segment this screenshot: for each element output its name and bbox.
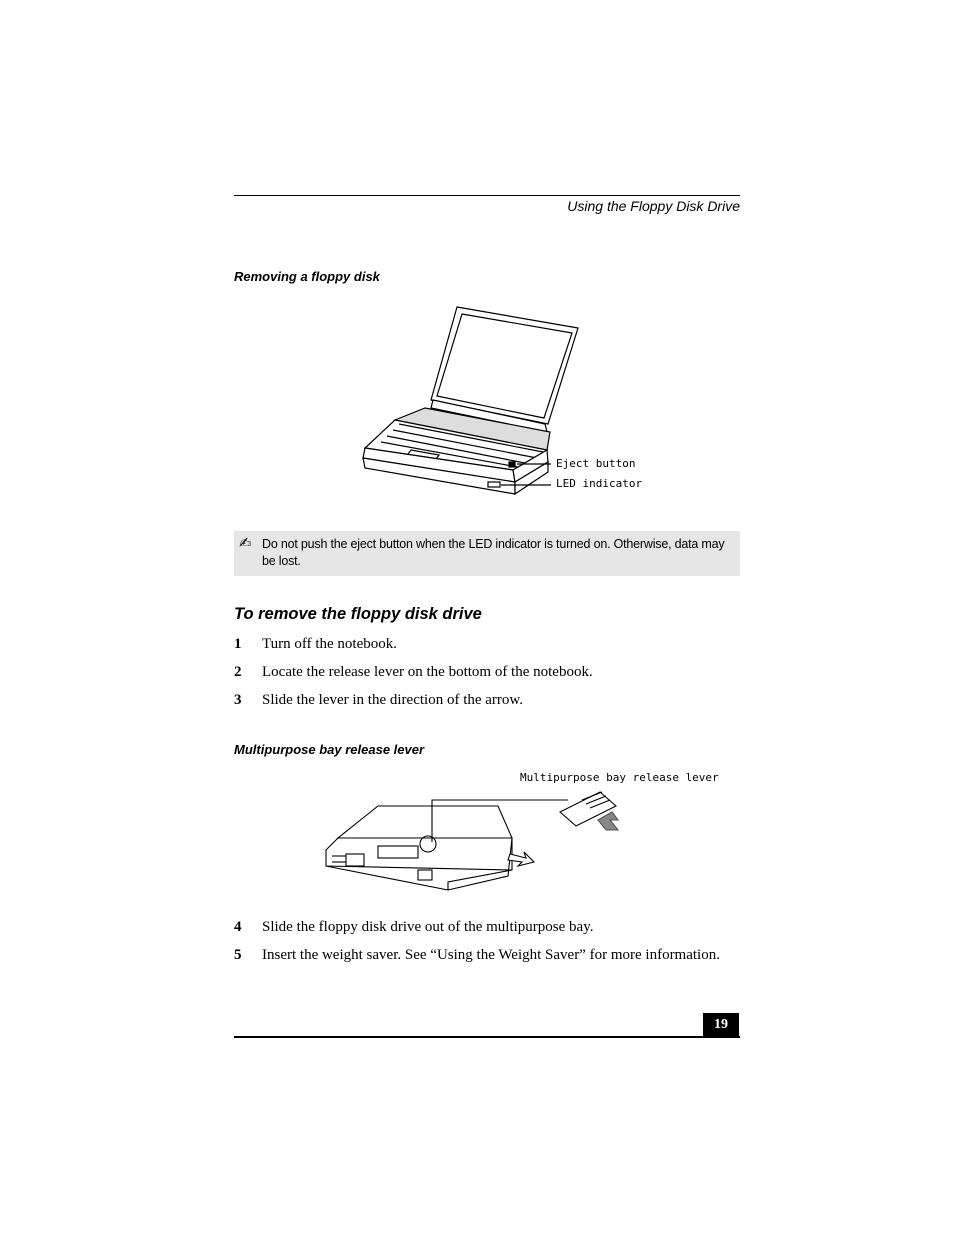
figure-caption-release-lever: Multipurpose bay release lever <box>234 742 425 757</box>
figure-caption-removing-floppy: Removing a floppy disk <box>234 269 380 284</box>
callout-release-lever: Multipurpose bay release lever <box>520 771 719 784</box>
notebook-illustration <box>355 300 645 505</box>
header-rule <box>234 195 740 196</box>
note-pencil-icon: ✍ <box>239 534 252 552</box>
step-text: Slide the floppy disk drive out of the multipurpose bay. <box>262 919 594 935</box>
step-text: Slide the lever in the direction of the arrow. <box>262 692 524 708</box>
running-header: Using the Floppy Disk Drive <box>567 198 740 214</box>
step-text: Turn off the notebook. <box>262 636 397 652</box>
step-number: 2 <box>234 664 242 680</box>
section-title: To remove the floppy disk drive <box>234 605 482 623</box>
step-number: 4 <box>234 919 242 935</box>
step-number: 5 <box>234 947 242 963</box>
step-text: Insert the weight saver. See “Using the Weight Saver” for more information. <box>262 947 720 963</box>
step-number: 3 <box>234 692 242 708</box>
page-number: 19 <box>703 1013 739 1037</box>
notebook-underside-illustration <box>318 786 638 902</box>
step-text: Locate the release lever on the bottom of the notebook. <box>262 664 593 680</box>
step-number: 1 <box>234 636 242 652</box>
footer-rule <box>234 1036 740 1038</box>
note-text: Do not push the eject button when the LED indicator is turned on. Otherwise, data may be lost. <box>262 537 725 568</box>
callout-eject-button: Eject button <box>556 457 636 470</box>
callout-led-indicator: LED indicator <box>556 477 643 490</box>
